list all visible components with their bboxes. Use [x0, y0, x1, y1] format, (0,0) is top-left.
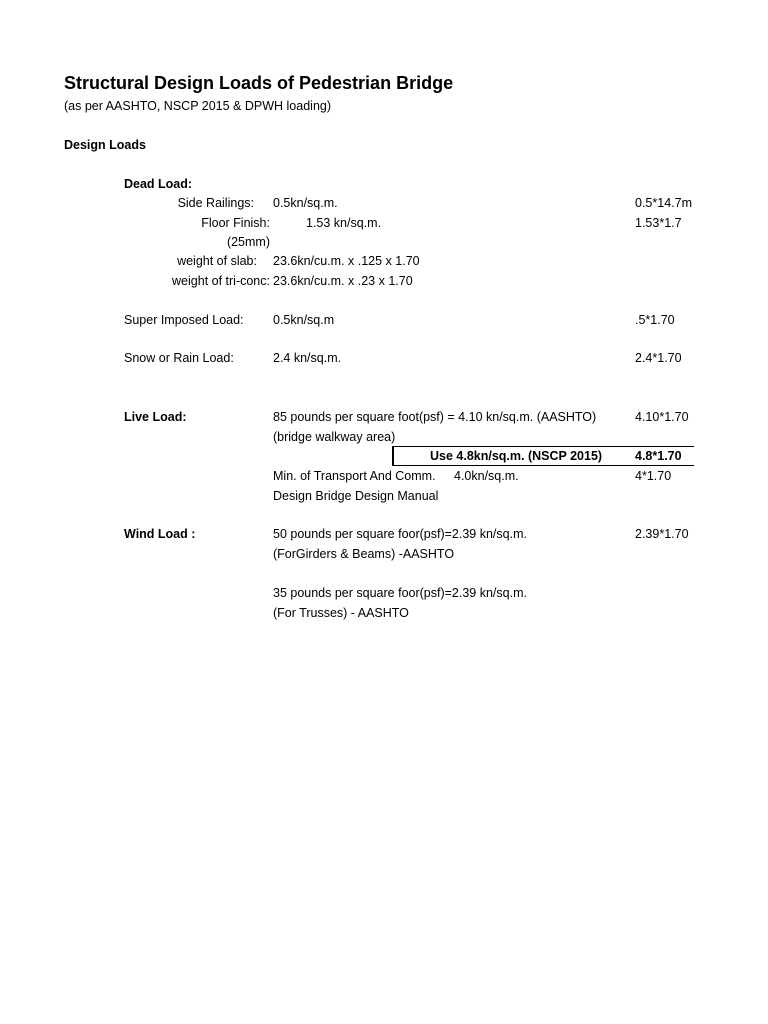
- tri-conc-label: weight of tri-conc:: [172, 274, 270, 288]
- page-title: Structural Design Loads of Pedestrian Bridge: [64, 73, 454, 93]
- floor-finish-calc: 1.53*1.7: [635, 216, 682, 230]
- live-load-line1-calc: 4.10*1.70: [635, 410, 689, 424]
- slab-label: weight of slab:: [177, 254, 257, 268]
- snow-rain-calc: 2.4*1.70: [635, 351, 682, 365]
- use-load-box-left-border: [392, 446, 394, 466]
- wind-load-label: Wind Load :: [124, 527, 196, 541]
- wind-load-line4: (For Trusses) - AASHTO: [273, 606, 409, 620]
- use-load-calc: 4.8*1.70: [635, 449, 682, 463]
- wind-load-line3: 35 pounds per square foor(psf)=2.39 kn/sq.m.: [273, 586, 527, 600]
- floor-finish-label: Floor Finish:: [201, 216, 270, 230]
- dead-load-heading: Dead Load:: [124, 177, 193, 191]
- live-load-line3a: Min. of Transport And Comm.: [273, 469, 436, 483]
- live-load-line3b: 4.0kn/sq.m.: [454, 469, 519, 483]
- super-imposed-label: Super Imposed Load:: [124, 313, 244, 327]
- side-railings-label: Side Railings:: [177, 196, 254, 210]
- floor-finish-label-line2: (25mm): [226, 235, 270, 249]
- wind-load-line1: 50 pounds per square foor(psf)=2.39 kn/sq.m.: [273, 527, 527, 541]
- floor-finish-value: 1.53 kn/sq.m.: [306, 216, 382, 230]
- page-subtitle: (as per AASHTO, NSCP 2015 & DPWH loading): [64, 99, 332, 113]
- wind-load-line1-calc: 2.39*1.70: [635, 527, 689, 541]
- tri-conc-value: 23.6kn/cu.m. x .23 x 1.70: [273, 274, 413, 288]
- live-load-line4: Design Bridge Design Manual: [273, 489, 439, 503]
- super-imposed-calc: .5*1.70: [635, 313, 675, 327]
- section-heading: Design Loads: [64, 138, 146, 152]
- live-load-label: Live Load:: [124, 410, 187, 424]
- wind-load-line2: (ForGirders & Beams) -AASHTO: [273, 547, 455, 561]
- super-imposed-value: 0.5kn/sq.m: [273, 313, 335, 327]
- snow-rain-label: Snow or Rain Load:: [124, 351, 234, 365]
- live-load-line3-calc: 4*1.70: [635, 469, 672, 483]
- snow-rain-value: 2.4 kn/sq.m.: [273, 351, 342, 365]
- use-load-text: Use 4.8kn/sq.m. (NSCP 2015): [430, 449, 603, 463]
- live-load-line2: (bridge walkway area): [273, 430, 396, 444]
- side-railings-calc: 0.5*14.7m: [635, 196, 692, 210]
- slab-value: 23.6kn/cu.m. x .125 x 1.70: [273, 254, 420, 268]
- live-load-line1: 85 pounds per square foot(psf) = 4.10 kn/sq.m. (AASHTO): [273, 410, 597, 424]
- side-railings-value: 0.5kn/sq.m.: [273, 196, 338, 210]
